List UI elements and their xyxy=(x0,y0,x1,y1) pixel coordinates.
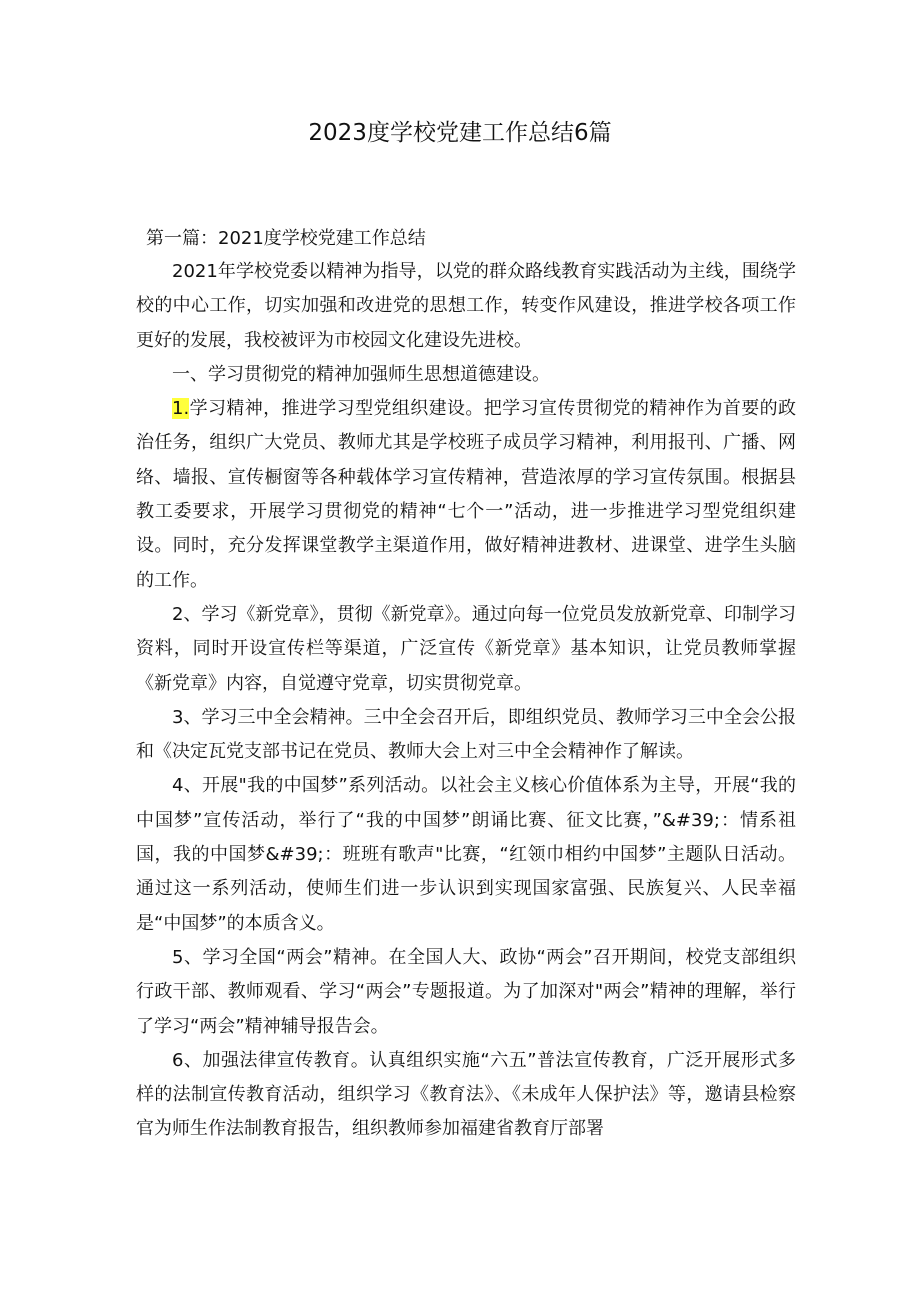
highlighted-marker: 1. xyxy=(172,398,190,420)
paragraph-item-5: 5、学习全国“两会”精神。在全国人大、政协“两会”召开期间，校党支部组织行政干部、教师观看、学习“两会”专题报道。为了加深对"两会”精神的理解，举行了学习“两会”精神辅导报告会。 xyxy=(136,946,796,1037)
paragraph-item-2: 2、学习《新党章》，贯彻《新党章》。通过向每一位党员发放新党章、印制学习资料，同时开设宣传栏等渠道，广泛宣传《新党章》基本知识，让党员教师掌握《新党章》内容，自觉遵守党章，切实贯彻党章。 xyxy=(136,603,796,694)
paragraph-item-1 xyxy=(136,392,796,598)
paragraph-item-1-text: 学习精神，推进学习型党组织建设。把学习宣传贯彻党的精神作为首要的政治任务，组织广大党员、教师尤其是学校班子成员学习精神，利用报刊、广播、网络、墙报、宣传橱窗等各种载体学习宣传精神，营造浓厚的学习宣传氛围。根据县教工委要求，开展学习贯彻党的精神“七个一”活动，进一步推进学习型党组织建设。同时，充分发挥课堂教学主渠道作用，做好精神进教材、进课堂、进学生头脑的工作。 xyxy=(136,398,796,591)
paragraph-heading-1: 一、学习贯彻党的精神加强师生思想道德建设。 xyxy=(172,363,550,385)
document-body xyxy=(136,222,796,1147)
document-title: 2023度学校党建工作总结6篇 xyxy=(308,120,612,146)
paragraph-item-6: 6、加强法律宣传教育。认真组织实施“六五”普法宣传教育，广泛开展形式多样的法制宣传教育活动，组织学习《教育法》、《未成年人保护法》等，邀请县检察官为师生作法制教育报告，组织教师参加福建省教育厅部署 xyxy=(136,1049,796,1140)
paragraph-intro: 2021年学校党委以精神为指导，以党的群众路线教育实践活动为主线，围绕学校的中心工作，切实加强和改进党的思想工作，转变作风建设，推进学校各项工作更好的发展，我校被评为市校园文化建设先进校。 xyxy=(136,261,796,351)
section-heading: 第一篇：2021度学校党建工作总结 xyxy=(146,228,426,249)
paragraph-item-3: 3、学习三中全会精神。三中全会召开后，即组织党员、教师学习三中全会公报和《决定瓦党支部书记在党员、教师大会上对三中全会精神作了解读。 xyxy=(136,706,796,763)
paragraph-item-4: 4、开展"我的中国梦”系列活动。以社会主义核心价值体系为主导，开展“我的中国梦”宣传活动，举行了“我的中国梦”朗诵比赛、征文比赛，”&#39;：情系祖国，我的中国梦&#39;：班班有歌声"比赛，“红领巾相约中国梦”主题队日活动。通过这一系列活动，使师生们进一步认识到实现国家富强、民族复兴、人民幸福是“中国梦”的本质含义。 xyxy=(136,775,796,934)
